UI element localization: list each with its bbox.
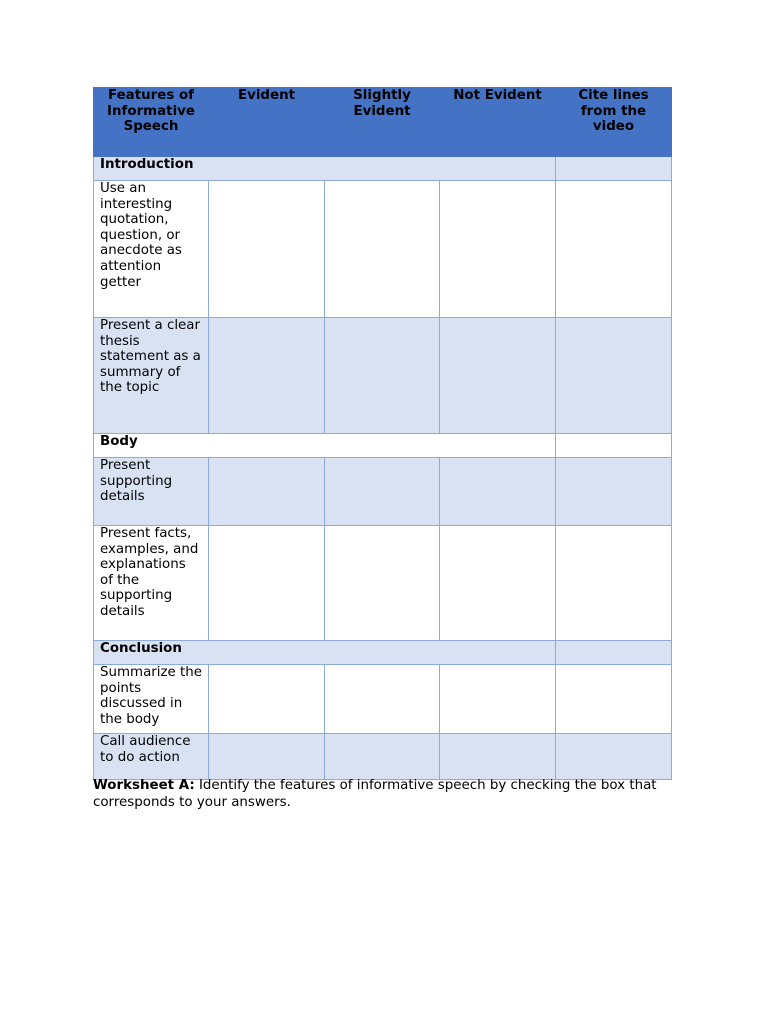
feature-label: Present supporting details — [94, 458, 209, 526]
feature-label: Present a clear thesis statement as a summary of the topic — [94, 318, 209, 434]
worksheet-label: Worksheet A: — [93, 778, 195, 793]
table-row — [94, 734, 672, 780]
feature-label: Present facts, examples, and explanations of the supporting details — [94, 526, 209, 641]
section-row-conclusion — [94, 641, 672, 665]
section-cite-cell — [556, 434, 672, 458]
header-cite-lines: Cite lines from the video — [556, 88, 672, 157]
evident-cell[interactable] — [209, 458, 325, 526]
worksheet-instructions-text: Identify the features of informative speech by checking the box that corresponds to your answers. — [93, 778, 657, 810]
cite-lines-cell[interactable] — [556, 526, 672, 641]
table-row — [94, 318, 672, 434]
header-slightly-evident: Slightly Evident — [325, 88, 440, 157]
section-row-body — [94, 434, 672, 458]
rubric-table — [93, 87, 672, 780]
table-row — [94, 665, 672, 734]
evident-cell[interactable] — [209, 181, 325, 318]
table-row — [94, 458, 672, 526]
section-cite-cell — [556, 641, 672, 665]
table-header-row — [94, 88, 672, 157]
cite-lines-cell[interactable] — [556, 665, 672, 734]
not-evident-cell[interactable] — [440, 734, 556, 780]
section-row-introduction — [94, 157, 672, 181]
not-evident-cell[interactable] — [440, 181, 556, 318]
slightly-evident-cell[interactable] — [325, 665, 440, 734]
table-row — [94, 526, 672, 641]
header-not-evident: Not Evident — [440, 88, 556, 157]
slightly-evident-cell[interactable] — [325, 526, 440, 641]
feature-label: Summarize the points discussed in the body — [94, 665, 209, 734]
feature-label: Use an interesting quotation, question, or anecdote as attention getter — [94, 181, 209, 318]
cite-lines-cell[interactable] — [556, 734, 672, 780]
evident-cell[interactable] — [209, 318, 325, 434]
slightly-evident-cell[interactable] — [325, 181, 440, 318]
evident-cell[interactable] — [209, 734, 325, 780]
table-row — [94, 181, 672, 318]
header-evident: Evident — [209, 88, 325, 157]
section-cite-cell — [556, 157, 672, 181]
cite-lines-cell[interactable] — [556, 181, 672, 318]
cite-lines-cell[interactable] — [556, 458, 672, 526]
not-evident-cell[interactable] — [440, 458, 556, 526]
worksheet-instructions — [93, 777, 683, 811]
slightly-evident-cell[interactable] — [325, 458, 440, 526]
slightly-evident-cell[interactable] — [325, 318, 440, 434]
section-title: Body — [94, 434, 556, 458]
not-evident-cell[interactable] — [440, 665, 556, 734]
slightly-evident-cell[interactable] — [325, 734, 440, 780]
feature-label: Call audience to do action — [94, 734, 209, 780]
cite-lines-cell[interactable] — [556, 318, 672, 434]
evident-cell[interactable] — [209, 665, 325, 734]
section-title: Conclusion — [94, 641, 556, 665]
header-features: Features of Informative Speech — [94, 88, 209, 157]
evident-cell[interactable] — [209, 526, 325, 641]
not-evident-cell[interactable] — [440, 318, 556, 434]
not-evident-cell[interactable] — [440, 526, 556, 641]
section-title: Introduction — [94, 157, 556, 181]
